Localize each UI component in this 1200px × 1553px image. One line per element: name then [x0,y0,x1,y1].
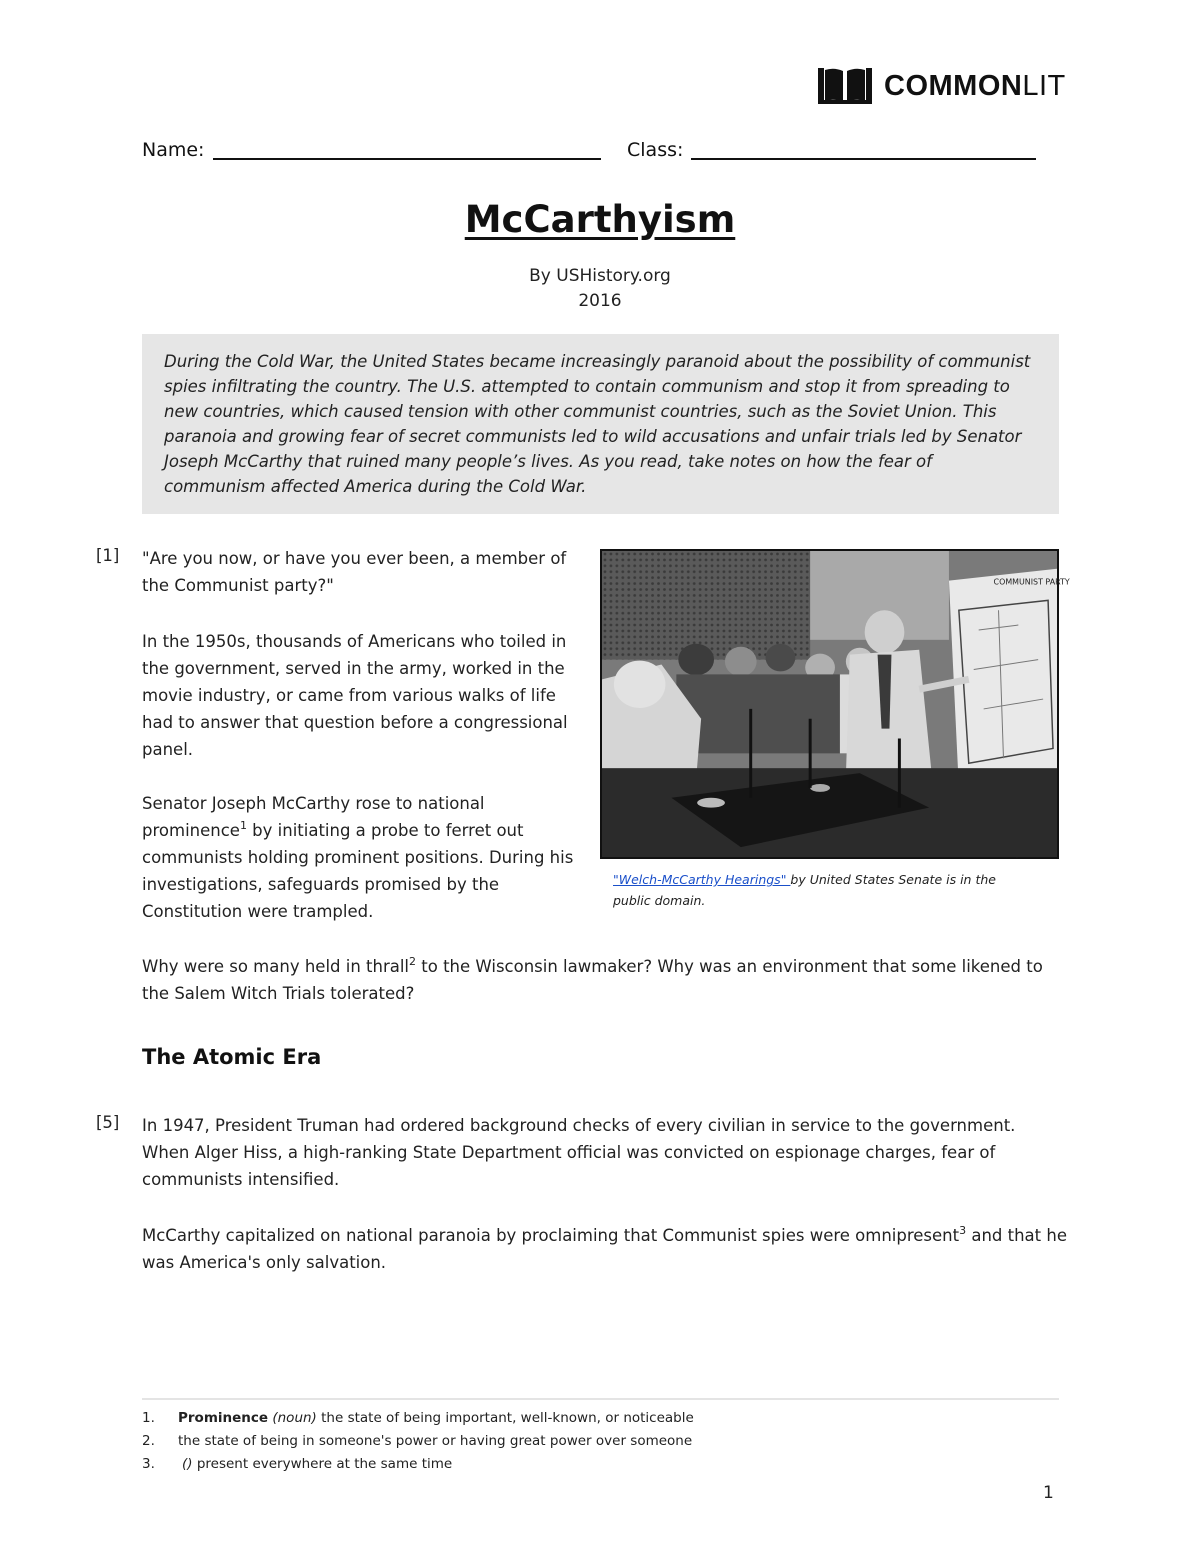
page-number: 1 [1043,1483,1054,1503]
paragraph-3: Senator Joseph McCarthy rose to national prominence$^1$ by initiating a probe to ferret out communists holding prominent positions. During his investigations, safeguards promised by the Constitution were trampled. [142,794,574,921]
footnote-3: 3. () present everywhere at the same time [142,1456,453,1472]
book-icon [816,66,874,106]
paragraph-marker-5: [5] [96,1113,120,1132]
paragraph-6: McCarthy capitalized on national paranoia by proclaiming that Communist spies were omnipresent$^3$ and that he was America's only salvation. [142,1224,1067,1272]
hearing-photo [600,549,1070,859]
section-heading: The Atomic Era [142,1045,322,1069]
footnote-divider [142,1398,1059,1400]
paragraph-1: "Are you now, or have you ever been, a member of the Communist party?" [142,549,567,595]
name-label: Name: [142,139,205,161]
class-field[interactable] [691,158,1036,160]
byline [0,264,1200,314]
footnote-ref-1[interactable]: 1 [239,819,247,832]
map-label: COMMUNIST PARTY [993,577,1070,587]
caption-link[interactable]: "Welch-McCarthy Hearings" [613,872,791,887]
footnote-ref-2[interactable]: 2 [409,955,417,968]
paragraph-5: In 1947, President Truman had ordered background checks of every civilian in service to the government. When Alger Hiss, a high-ranking State Department official was convicted on espionage charges, fear of communists intensified. [142,1116,1016,1189]
author: By USHistory.org [529,266,671,286]
footnote-ref-3[interactable]: 3 [959,1224,967,1237]
article-title: McCarthyism [464,198,736,241]
paragraph-2: In the 1950s, thousands of Americans who toiled in the government, served in the army, worked in the movie industry, or came from various walks of life had to answer that question before a congressional panel. [142,632,568,759]
paragraph-marker-1: [1] [96,546,120,565]
footnote-2: 2. the state of being in someone's power or having great power over someone [142,1433,693,1449]
name-field[interactable] [213,158,601,160]
brand-name: COMMONLIT [884,69,1066,102]
intro-box: During the Cold War, the United States became increasingly paranoid about the possibility of communist spies infiltrating the country. The U.S. attempted to contain communism and stop it from spreading to new countries, which caused tension with other communist countries, such as the Soviet Union. This paranoia and growing fear of secret communists led to wild accusations and unfair trials led by Senator Joseph McCarthy that ruined many people’s lives. As you read, take notes on how the fear of communism affected America during the Cold War. [142,334,1059,514]
class-label: Class: [627,139,684,161]
commonlit-logo [816,66,1066,106]
paragraph-4: Why were so many held in thrall$^2$ to the Wisconsin lawmaker? Why was an environment that some likened to the Salem Witch Trials tolerated? [142,955,1043,1003]
photo-caption: "Welch-McCarthy Hearings" by United States Senate is in the public domain. [613,872,996,908]
year: 2016 [578,291,622,311]
footnote-1: 1. Prominence (noun) the state of being important, well-known, or noticeable [142,1410,694,1426]
